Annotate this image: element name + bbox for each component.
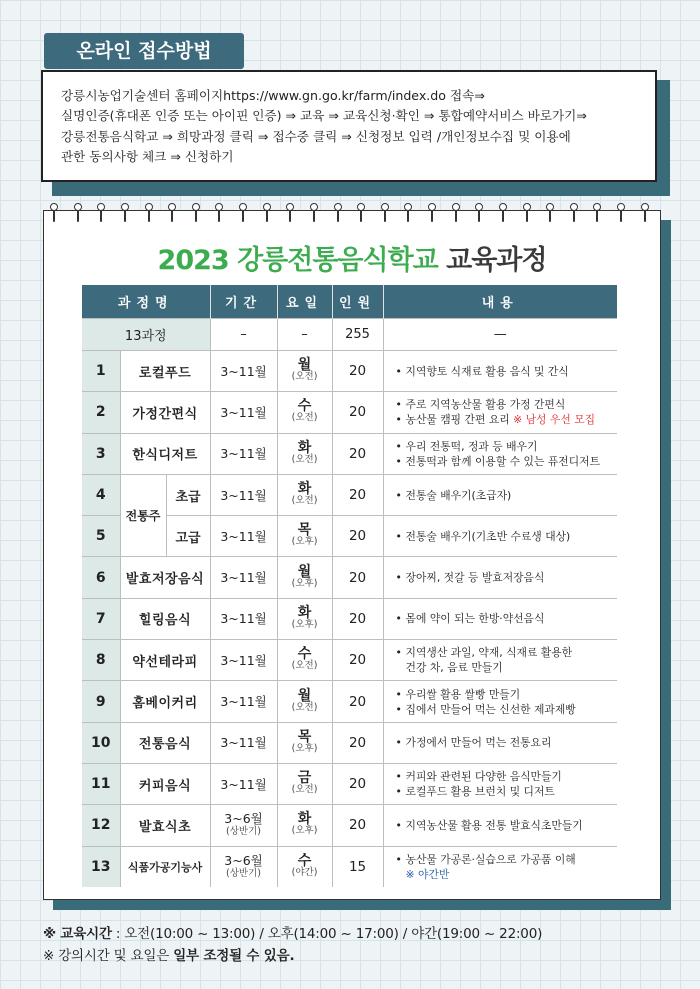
course-day [277, 433, 332, 474]
course-name: 발효식초 [120, 805, 210, 846]
period-months: 3~6월 [224, 852, 263, 868]
weekday: 수 [297, 852, 312, 869]
course-name: 한식디저트 [120, 433, 210, 474]
course-day [277, 557, 332, 598]
table-row [82, 805, 617, 846]
header-period: 기간 [210, 285, 277, 319]
course-capacity: 20 [332, 640, 383, 681]
ring-binder-icon [357, 203, 366, 227]
ring-binder-icon [286, 203, 295, 227]
ring-binder-icon [641, 203, 650, 227]
course-name: 힐링음식 [120, 598, 210, 639]
time-of-day: (오전) [291, 660, 318, 672]
time-of-day: (야간) [291, 866, 318, 878]
title-curriculum: 교육과정 [446, 245, 547, 276]
period-months: 3~6월 [224, 811, 263, 827]
ring-binder-icon [121, 203, 130, 227]
course-day [277, 681, 332, 722]
table-row [82, 474, 617, 515]
course-period [210, 516, 277, 557]
course-content [383, 474, 617, 515]
course-content [383, 598, 617, 639]
summary-content: — [383, 319, 617, 351]
course-capacity: 20 [332, 763, 383, 804]
course-content [383, 846, 617, 887]
time-of-day: (오전) [291, 701, 318, 713]
weekday: 목 [297, 522, 312, 539]
content-item: • 몸에 약이 되는 한방·약선음식 [396, 611, 618, 626]
course-period [210, 557, 277, 598]
course-content [383, 722, 617, 763]
ring-binder-icon [617, 203, 626, 227]
row-number: 8 [82, 640, 120, 681]
header-count: 인원 [332, 285, 383, 319]
course-day [277, 805, 332, 846]
ring-binder-icon [310, 203, 319, 227]
weekday: 화 [297, 604, 312, 621]
course-day [277, 846, 332, 887]
course-content [383, 640, 617, 681]
weekday: 월 [297, 357, 312, 374]
ring-binder-icon [263, 203, 272, 227]
header-course: 과정명 [82, 285, 210, 319]
course-name: 전통음식 [120, 722, 210, 763]
content-item: • 로컬푸드 활용 브런치 및 디저트 [396, 784, 618, 799]
ring-binder-icon [168, 203, 177, 227]
course-capacity: 20 [332, 433, 383, 474]
course-content [383, 557, 617, 598]
priority-note: ※ 남성 우선 모집 [513, 413, 596, 427]
course-day [277, 516, 332, 557]
header-content: 내용 [383, 285, 617, 319]
ring-binder-icon [404, 203, 413, 227]
period-months: 3~11월 [220, 611, 267, 627]
ring-binder-icon [215, 203, 224, 227]
time-of-day: (오전) [291, 495, 318, 507]
weekday: 화 [297, 481, 312, 498]
ring-binder-icon [97, 203, 106, 227]
course-day [277, 392, 332, 433]
content-item: • 지역향토 식재료 활용 음식 및 간식 [396, 364, 618, 379]
course-capacity: 20 [332, 681, 383, 722]
course-content [383, 392, 617, 433]
footer-adjust-note [43, 944, 294, 964]
content-item: • 전통떡과 함께 이용할 수 있는 퓨전디저트 [396, 454, 618, 469]
period-months: 3~11월 [220, 570, 267, 586]
row-number: 2 [82, 392, 120, 433]
content-item: • 커피와 관련된 다양한 음식만들기 [396, 769, 618, 784]
period-months: 3~11월 [220, 363, 267, 379]
content-item: • 지역생산 과일, 약재, 식재료 활용한 [396, 645, 618, 660]
footer-time-label: ※ 교육시간 [43, 926, 112, 942]
time-of-day: (오후) [291, 577, 318, 589]
time-of-day: (오후) [291, 825, 318, 837]
row-number: 12 [82, 805, 120, 846]
course-period [210, 763, 277, 804]
course-capacity: 20 [332, 351, 383, 392]
course-capacity: 20 [332, 598, 383, 639]
course-day [277, 474, 332, 515]
page-title [43, 238, 661, 277]
ring-binder-icon [145, 203, 154, 227]
weekday: 월 [297, 563, 312, 580]
table-row [82, 763, 617, 804]
footer-time-note [43, 922, 542, 942]
table-row [82, 433, 617, 474]
content-item: • 전통술 배우기(기초반 수료생 대상) [396, 529, 618, 544]
ring-binder-icon [381, 203, 390, 227]
course-period [210, 722, 277, 763]
content-item: • 집에서 만들어 먹는 신선한 제과제빵 [396, 702, 618, 717]
content-item: • 지역농산물 활용 전통 발효식초만들기 [396, 818, 618, 833]
course-period [210, 433, 277, 474]
ring-binder-icon [475, 203, 484, 227]
ring-binder-icon [428, 203, 437, 227]
course-period [210, 474, 277, 515]
time-of-day: (오후) [291, 618, 318, 630]
table-row [82, 598, 617, 639]
table-row [82, 681, 617, 722]
table-row [82, 351, 617, 392]
footer-adjust-text: ※ 강의시간 및 요일은 [43, 948, 174, 964]
row-number: 9 [82, 681, 120, 722]
summary-day: – [277, 319, 332, 351]
course-capacity: 20 [332, 722, 383, 763]
summary-course-count: 13과정 [82, 319, 210, 351]
online-step-line: 실명인증(휴대폰 인증 또는 아이핀 인증) ⇒ 교육 ⇒ 교육신청·확인 ⇒ 통합예약서비스 바로가기⇒ [61, 108, 587, 124]
online-application-tag: 온라인 접수방법 [44, 33, 244, 69]
online-step-line: 강릉전통음식학교 ⇒ 희망과정 클릭 ⇒ 접수중 클릭 ⇒ 신청정보 입력 /개인정보수집 및 이용에 [61, 128, 571, 144]
row-number: 11 [82, 763, 120, 804]
course-capacity: 15 [332, 846, 383, 887]
time-of-day: (오후) [291, 742, 318, 754]
weekday: 월 [297, 687, 312, 704]
course-name: 약선테라피 [120, 640, 210, 681]
online-step-line: 강릉시농업기술센터 홈페이지https://www.gn.go.kr/farm/index.do 접속⇒ [61, 88, 485, 103]
course-capacity: 20 [332, 557, 383, 598]
course-name: 발효저장음식 [120, 557, 210, 598]
period-half: (상반기) [226, 826, 261, 838]
course-capacity: 20 [332, 516, 383, 557]
course-period [210, 598, 277, 639]
course-name: 커피음식 [120, 763, 210, 804]
ring-binder-icon [570, 203, 579, 227]
period-months: 3~11월 [220, 776, 267, 792]
course-content [383, 351, 617, 392]
title-year-school: 2023 강릉전통음식학교 [157, 245, 438, 276]
content-item: • 주로 지역농산물 활용 가정 간편식 [396, 397, 618, 412]
notebook-rings [50, 203, 650, 227]
time-of-day: (오전) [291, 371, 318, 383]
row-number: 10 [82, 722, 120, 763]
online-step-line: 관한 동의사항 체크 ⇒ 신청하기 [61, 149, 234, 165]
curriculum-table [82, 285, 617, 887]
table-row [82, 557, 617, 598]
ring-binder-icon [452, 203, 461, 227]
period-months: 3~11월 [220, 694, 267, 710]
row-number: 4 [82, 474, 120, 515]
table-row [82, 846, 617, 887]
course-name: 홈베이커리 [120, 681, 210, 722]
ring-binder-icon [74, 203, 83, 227]
content-item: • 농산물 가공론·실습으로 가공품 이해 [396, 852, 618, 867]
weekday: 수 [297, 646, 312, 663]
night-class-note: ※ 야간반 [405, 867, 450, 881]
course-content [383, 433, 617, 474]
course-name: 가정간편식 [120, 392, 210, 433]
row-number: 7 [82, 598, 120, 639]
course-level: 고급 [166, 516, 210, 557]
time-of-day: (오전) [291, 412, 318, 424]
weekday: 화 [297, 811, 312, 828]
course-name: 식품가공기능사 [120, 846, 210, 887]
weekday: 화 [297, 439, 312, 456]
content-item-continued: 건강 차, 음료 만들기 [405, 661, 503, 675]
period-months: 3~11월 [220, 528, 267, 544]
time-of-day: (오후) [291, 536, 318, 548]
ring-binder-icon [546, 203, 555, 227]
row-number: 1 [82, 351, 120, 392]
row-number: 3 [82, 433, 120, 474]
footer-adjust-bold: 일부 조정될 수 있음. [173, 948, 295, 964]
course-capacity: 20 [332, 474, 383, 515]
weekday: 수 [297, 398, 312, 415]
ring-binder-icon [499, 203, 508, 227]
row-number: 5 [82, 516, 120, 557]
period-months: 3~11월 [220, 404, 267, 420]
ring-binder-icon [523, 203, 532, 227]
course-content [383, 681, 617, 722]
period-half: (상반기) [226, 867, 261, 879]
row-number: 13 [82, 846, 120, 887]
content-item: • 전통술 배우기(초급자) [396, 488, 618, 503]
content-item: • 장아찌, 젓갈 등 발효저장음식 [396, 570, 618, 585]
course-group-name: 전통주 [120, 474, 166, 557]
content-item: • 우리쌀 활용 쌀빵 만들기 [396, 687, 618, 702]
footer-time-text: : 오전(10:00 ~ 13:00) / 오후(14:00 ~ 17:00) / 야간(19:00 ~ 22:00) [111, 926, 543, 942]
course-content [383, 763, 617, 804]
course-period [210, 640, 277, 681]
course-day [277, 351, 332, 392]
summary-period: – [210, 319, 277, 351]
weekday: 목 [297, 728, 312, 745]
ring-binder-icon [50, 203, 59, 227]
period-months: 3~11월 [220, 652, 267, 668]
period-months: 3~11월 [220, 487, 267, 503]
content-item: • 농산물 캠핑 간편 요리 ※ 남성 우선 모집 [396, 412, 618, 427]
online-application-box [41, 70, 657, 182]
course-content [383, 805, 617, 846]
summary-row [82, 319, 617, 351]
weekday: 금 [297, 770, 312, 787]
table-row [82, 392, 617, 433]
time-of-day: (오전) [291, 784, 318, 796]
ring-binder-icon [239, 203, 248, 227]
ring-binder-icon [593, 203, 602, 227]
course-capacity: 20 [332, 392, 383, 433]
ring-binder-icon [334, 203, 343, 227]
content-item: • 가정에서 만들어 먹는 전통요리 [396, 735, 618, 750]
table-row [82, 722, 617, 763]
course-day [277, 722, 332, 763]
ring-binder-icon [192, 203, 201, 227]
course-name: 로컬푸드 [120, 351, 210, 392]
course-period [210, 351, 277, 392]
table-header-row [82, 285, 617, 319]
summary-total-count: 255 [332, 319, 383, 351]
course-period [210, 681, 277, 722]
course-day [277, 763, 332, 804]
course-period [210, 846, 277, 887]
row-number: 6 [82, 557, 120, 598]
course-content [383, 516, 617, 557]
period-months: 3~11월 [220, 735, 267, 751]
time-of-day: (오전) [291, 453, 318, 465]
content-item: • 우리 전통떡, 정과 등 배우기 [396, 439, 618, 454]
course-level: 초급 [166, 474, 210, 515]
course-period [210, 392, 277, 433]
course-period [210, 805, 277, 846]
header-day: 요일 [277, 285, 332, 319]
table-row [82, 640, 617, 681]
course-day [277, 598, 332, 639]
period-months: 3~11월 [220, 446, 267, 462]
course-capacity: 20 [332, 805, 383, 846]
course-day [277, 640, 332, 681]
